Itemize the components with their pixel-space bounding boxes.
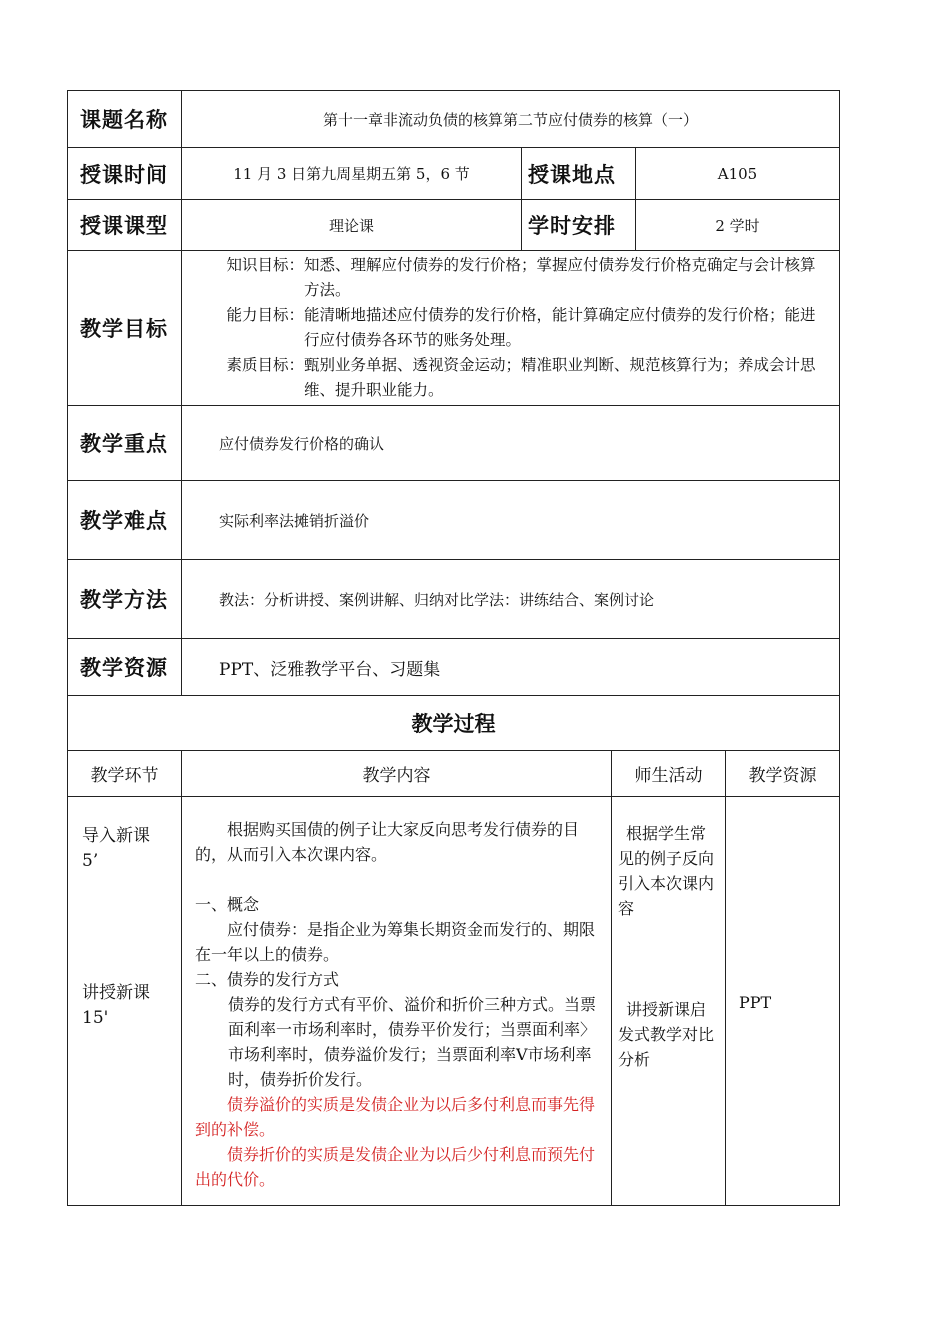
time-row	[68, 148, 840, 200]
type-value: 理论课	[182, 200, 522, 251]
content-cell	[182, 797, 612, 1206]
column-header-activity: 师生活动	[612, 751, 726, 797]
topic-value: 第十一章非流动负债的核算第二节应付债券的核算（一）	[182, 91, 840, 148]
issue-method-heading: 二、债券的发行方式	[195, 970, 340, 989]
process-header-row	[68, 751, 840, 797]
goals-label: 教学目标	[68, 251, 182, 406]
concept-paragraph: 应付债券：是指企业为筹集长期资金而发行的、期限在一年以上的债券。	[195, 920, 596, 964]
stage-lecture	[82, 981, 181, 1031]
time-value: 11 月 3 日第九周星期五第 5，6 节	[182, 148, 522, 200]
goal-text: 知悉、理解应付债券的发行价格；掌握应付债券发行价格克确定与会计核算方法。	[304, 256, 816, 299]
activity-cell	[612, 797, 726, 1206]
stage-name: 导入新课	[82, 826, 150, 846]
difficulty-label: 教学难点	[68, 481, 182, 560]
goal-text: 甄别业务单据、透视资金运动；精准职业判断、规范核算行为；养成会计思维、提升职业能力。	[304, 356, 816, 399]
key-row	[68, 406, 840, 481]
intro-paragraph: 根据购买国债的例子让大家反向思考发行债券的目的，从而引入本次课内容。	[195, 820, 580, 864]
resource-label: 教学资源	[68, 639, 182, 696]
type-label: 授课课型	[68, 200, 182, 251]
goal-label: 素质目标：	[226, 356, 304, 374]
key-value: 应付债券发行价格的确认	[182, 406, 840, 481]
concept-heading: 一、概念	[195, 895, 260, 914]
method-value: 教法：分析讲授、案例讲解、归纳对比学法：讲练结合、案例讨论	[182, 560, 840, 639]
stage-intro	[82, 824, 181, 874]
goals-row	[68, 251, 840, 406]
goals-cell	[182, 251, 840, 406]
resource-cell: PPT	[726, 797, 840, 1206]
time-label: 授课时间	[68, 148, 182, 200]
knowledge-goal	[182, 253, 829, 303]
topic-row	[68, 91, 840, 148]
goal-label: 知识目标：	[226, 256, 304, 274]
process-title: 教学过程	[68, 696, 840, 751]
process-title-row	[68, 696, 840, 751]
column-header-stage: 教学环节	[68, 751, 182, 797]
activity-lecture: 讲授新课启发式教学对比分析	[618, 1000, 715, 1069]
stage-time: 15'	[82, 1008, 109, 1028]
difficulty-row	[68, 481, 840, 560]
goal-text: 能清晰地描述应付债券的发行价格，能计算确定应付债券的发行价格；能进行应付债券各环节的账务处理。	[304, 306, 816, 349]
method-row	[68, 560, 840, 639]
goal-label: 能力目标：	[226, 306, 304, 324]
method-label: 教学方法	[68, 560, 182, 639]
hours-value: 2 学时	[636, 200, 840, 251]
issue-method-paragraph: 债券的发行方式有平价、溢价和折价三种方式。当票面利率一市场利率时，债券平价发行；当票面利率〉市场利率时，债券溢价发行；当票面利率V市场利率时，债券折价发行。	[228, 995, 597, 1089]
place-value: A105	[636, 148, 840, 200]
lesson-plan-table	[67, 90, 840, 1206]
quality-goal	[182, 353, 829, 403]
hours-label: 学时安排	[522, 200, 636, 251]
activity-intro: 根据学生常见的例子反向引入本次课内容	[618, 824, 715, 918]
resource-value: PPT、泛雅教学平台、习题集	[182, 639, 840, 696]
topic-label: 课题名称	[68, 91, 182, 148]
discount-note: 债券折价的实质是发债企业为以后少付利息而预先付出的代价。	[195, 1145, 596, 1189]
difficulty-value: 实际利率法摊销折溢价	[182, 481, 840, 560]
place-label: 授课地点	[522, 148, 636, 200]
stage-name: 讲授新课	[82, 983, 150, 1003]
stage-cell	[68, 797, 182, 1206]
process-body-row	[68, 797, 840, 1206]
premium-note: 债券溢价的实质是发债企业为以后多付利息而事先得到的补偿。	[195, 1095, 596, 1139]
key-label: 教学重点	[68, 406, 182, 481]
column-header-content: 教学内容	[182, 751, 612, 797]
stage-time: 5’	[82, 851, 99, 871]
resource-row	[68, 639, 840, 696]
column-header-resource: 教学资源	[726, 751, 840, 797]
ability-goal	[182, 303, 829, 353]
type-row	[68, 200, 840, 251]
